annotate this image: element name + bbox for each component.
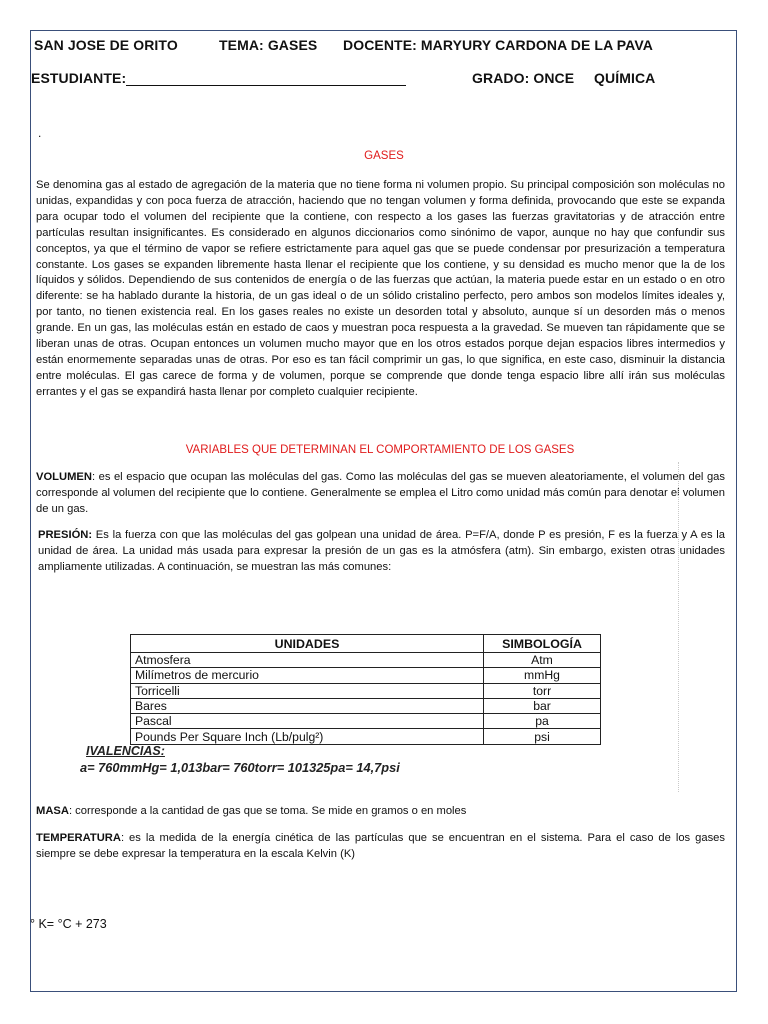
- unit-cell: Bares: [131, 698, 484, 713]
- unit-cell: Milímetros de mercurio: [131, 668, 484, 683]
- symbol-cell: torr: [484, 683, 601, 698]
- symbol-cell: Atm: [484, 653, 601, 668]
- unit-cell: Pascal: [131, 714, 484, 729]
- unit-cell: Torricelli: [131, 683, 484, 698]
- table-row: [131, 668, 601, 683]
- presion-paragraph: [38, 528, 725, 576]
- student-row: [31, 70, 406, 86]
- volumen-term: VOLUMEN: [36, 471, 92, 483]
- masa-term: MASA: [36, 805, 69, 817]
- variables-title: VARIABLES QUE DETERMINAN EL COMPORTAMIENTO DE LOS GASES: [185, 444, 575, 456]
- table-row: [131, 698, 601, 713]
- symbol-cell: bar: [484, 698, 601, 713]
- units-table-header: [131, 635, 601, 653]
- masa-paragraph: [36, 804, 725, 820]
- student-name-blank-ext: [322, 70, 406, 86]
- dotted-margin-line: [678, 462, 679, 792]
- symbol-cell: pa: [484, 714, 601, 729]
- student-name-blank: [126, 70, 322, 86]
- kelvin-formula: ° K= °C + 273: [30, 917, 107, 931]
- table-row: [131, 714, 601, 729]
- teacher-label: DOCENTE: MARYURY CARDONA DE LA PAVA: [343, 37, 653, 53]
- volumen-text: : es el espacio que ocupan las moléculas del gas. Como las moléculas del gas se mueven aleatoriamente, el volumen del gas corresponde al volumen del recipiente que lo contiene. Generalmente se emplea el Litro como unidad más común para denotar el volumen de un gas.: [36, 471, 725, 515]
- table-row: [131, 683, 601, 698]
- intro-paragraph: Se denomina gas al estado de agregación de la materia que no tiene forma ni volumen propio. Su principal composición son moléculas no unidas, expandidas y con poca fuerza de atracción, haciendo que no tengan volumen y forma definida, provocando que este se expanda para ocupar todo el volumen del recipiente que la contiene, con respecto a los gases las fuerzas gravitatorias y de atracción entre partículas resultan insignificantes. Es considerado en algunos diccionarios como sinónimo de vapor, aunque no hay que confundir sus conceptos, ya que el término de vapor se refiere estrictamente para aquel gas que se puede condensar por presurización a temperatura constante. Los gases se expanden libremente hasta llenar el recipiente que los contiene, y su densidad es mucho menor que la de los líquidos y sólidos. Dependiendo de sus contenidos de energía o de las fuerzas que actúan, la materia puede estar en un estado o en otro diferente: se ha hablado durante la historia, de un gas ideal o de un sólido cristalino perfecto, pero ambos son modelos límites ideales y, por tanto, no tienen existencia real. En los gases reales no existe un desorden total y absoluto, aunque sí un desorden más o menos grande. En un gas, las moléculas están en estado de caos y muestran poca respuesta a la gravedad. Se mueven tan rápidamente que se liberan unas de otras. Ocupan entonces un volumen mucho mayor que en los otros estados porque dejan espacios libres intermedios y están enormemente separadas unas de otras. Por eso es tan fácil comprimir un gas, lo que significa, en este caso, disminuir la distancia entre moléculas. El gas carece de forma y de volumen, porque se comprende que donde tenga espacio libre allí irán sus moléculas errantes y el gas se expandirá hasta llenar por completo cualquier recipiente.: [36, 179, 725, 398]
- header-units: UNIDADES: [131, 635, 484, 653]
- school-name: SAN JOSE DE ORITO: [34, 37, 178, 53]
- subject-label: QUÍMICA: [594, 70, 656, 86]
- unit-cell: Atmosfera: [131, 653, 484, 668]
- temperatura-paragraph: [36, 831, 725, 863]
- temperatura-term: TEMPERATURA: [36, 832, 121, 844]
- temperatura-text: : es la medida de la energía cinética de las partículas que se encuentran en el sistema. Para el caso de los gases siempre se debe expresar la temperatura en la escala Kelvin (K): [36, 832, 725, 860]
- units-image: [90, 630, 616, 780]
- section-title: GASES: [364, 150, 404, 162]
- unit-cell: Pounds Per Square Inch (Lb/pulg²): [131, 729, 484, 744]
- units-table: [130, 634, 601, 745]
- header-symbol: SIMBOLOGÍA: [484, 635, 601, 653]
- table-row: [131, 729, 601, 744]
- presion-text: Es la fuerza con que las moléculas del gas golpean una unidad de área. P=F/A, donde P es presión, F es la fuerza y A es la unidad de área. La unidad más usada para expresar la presión de un gas es la atmósfera (atm). Sin embargo, existen otras unidades ampliamente utilizadas. A continuación, se muestran las más comunes:: [38, 529, 725, 573]
- table-row: [131, 653, 601, 668]
- equivalencias-label: IVALENCIAS:: [86, 744, 165, 758]
- stray-dot: .: [38, 126, 42, 140]
- symbol-cell: mmHg: [484, 668, 601, 683]
- equivalencias-formula: a= 760mmHg= 1,013bar= 760torr= 101325pa= 14,7psi: [80, 760, 400, 775]
- presion-term: PRESIÓN:: [38, 529, 93, 541]
- masa-text: : corresponde a la cantidad de gas que se toma. Se mide en gramos o en moles: [68, 805, 467, 817]
- symbol-cell: psi: [484, 729, 601, 744]
- grade-label: GRADO: ONCE: [472, 70, 575, 86]
- volumen-paragraph: [36, 470, 725, 518]
- topic-label: TEMA: GASES: [219, 37, 318, 53]
- student-label: ESTUDIANTE:: [31, 70, 127, 86]
